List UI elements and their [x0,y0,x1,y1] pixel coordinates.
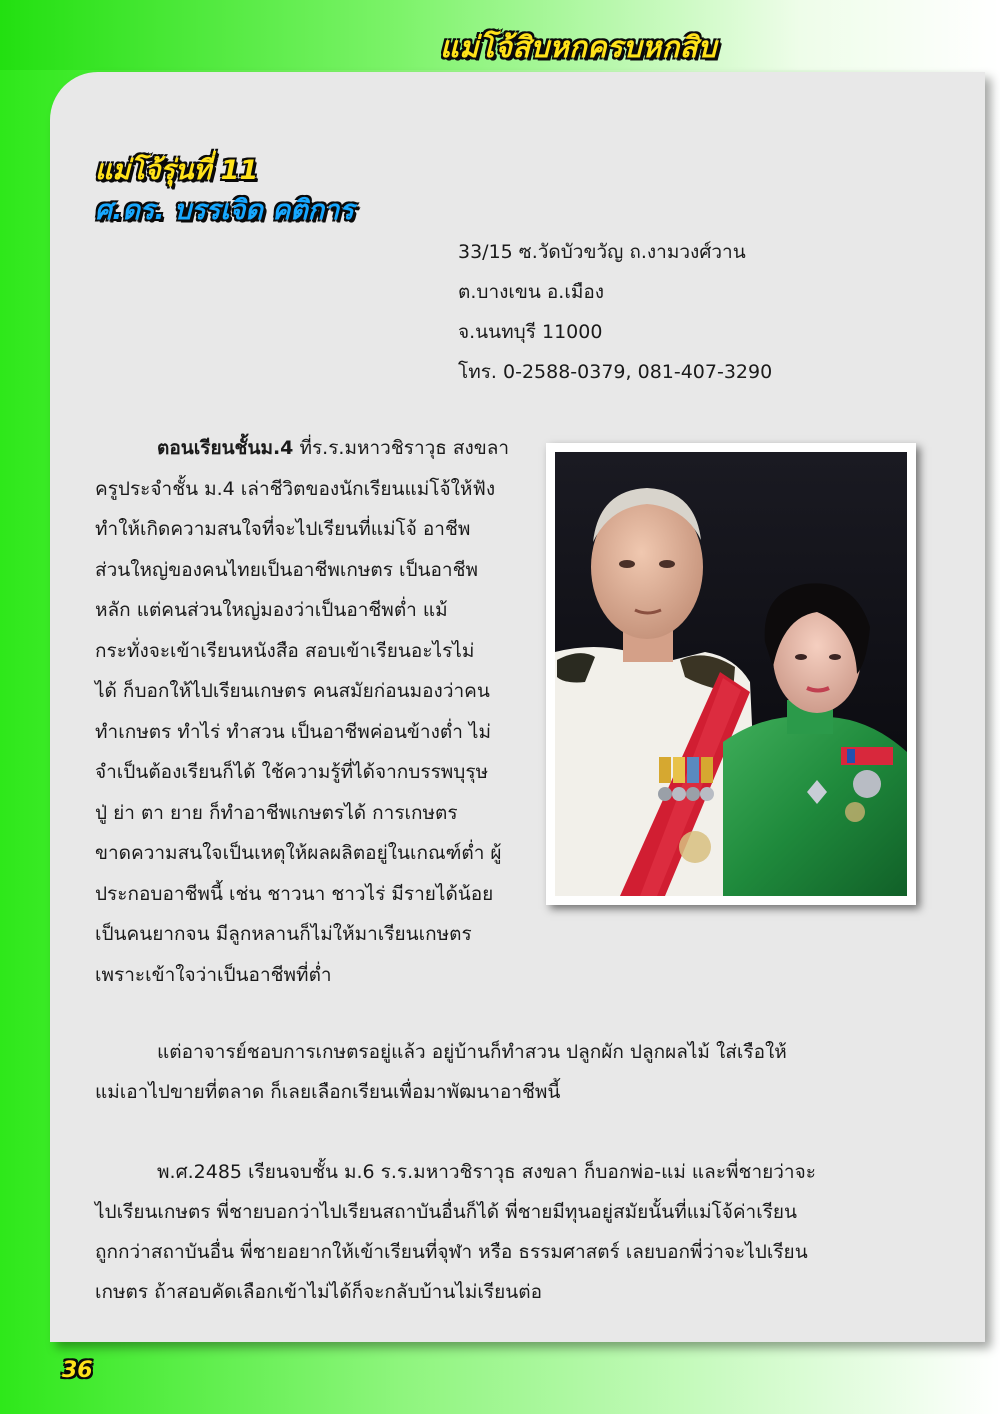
paragraph-line: หลัก แต่คนส่วนใหญ่มองว่าเป็นอาชีพต่ำ แม้ [95,599,448,621]
phone-line: โทร. 0-2588-0379, 081-407-3290 [458,361,773,383]
paragraph-3 [95,1152,895,1312]
paragraph-first-line-rest: ที่ร.ร.มหาวชิราวุธ สงขลา [293,437,510,459]
paragraph-first-line [95,428,530,469]
paragraph-line: ได้ ก็บอกให้ไปเรียนเกษตร คนสมัยก่อนมองว่าคน [95,680,490,702]
bottom-gradient-band [0,1340,1000,1414]
address-line: 33/15 ซ.วัดบัวขวัญ ถ.งามวงศ์วาน [458,241,746,263]
address-line: ต.บางเขน อ.เมือง [458,281,605,303]
paragraph-line: ขาดความสนใจเป็นเหตุให้ผลผลิตอยู่ในเกณฑ์ต่ำ ผู้ [95,842,502,864]
portrait-photo-frame [546,443,916,905]
address-block [458,232,898,392]
page-number: 36 [62,1358,93,1383]
paragraph-line: ทำเกษตร ทำไร่ ทำสวน เป็นอาชีพค่อนข้างต่ำ ไม่ [95,720,491,743]
address-line: จ.นนทบุรี 11000 [458,321,603,343]
paragraph-line: แต่อาจารย์ชอบการเกษตรอยู่แล้ว อยู่บ้านก็ทำสวน ปลูกผัก ปลูกผลไม้ ใส่เรือให้ [157,1041,787,1063]
paragraph-line: พ.ศ.2485 เรียนจบชั้น ม.6 ร.ร.มหาวชิราวุธ สงขลา ก็บอกพ่อ-แม่ และพี่ชายว่าจะ [157,1161,816,1183]
paragraph-line: ส่วนใหญ่ของคนไทยเป็นอาชีพเกษตร เป็นอาชีพ [95,558,479,581]
portrait-illustration [555,452,907,896]
paragraph-line: แม่เอาไปขายที่ตลาด ก็เลยเลือกเรียนเพื่อมาพัฒนาอาชีพนี้ [95,1081,561,1103]
paragraph-lead: ตอนเรียนชั้นม.4 [157,437,294,459]
paragraph-line: ครูประจำชั้น ม.4 เล่าชีวิตของนักเรียนแม่โจ้ให้ฟัง [95,477,496,500]
paragraph-2 [95,1032,895,1112]
person-name: ศ.ดร. บรรเจิด คติการ [95,195,354,226]
paragraph-line: เพราะเข้าใจว่าเป็นอาชีพที่ต่ำ [95,963,332,986]
paragraph-line: ไปเรียนเกษตร พี่ชายบอกว่าไปเรียนสถาบันอื่นก็ได้ พี่ชายมีทุนอยู่สมัยนั้นที่แม่โจ้ค่าเรียน [95,1201,798,1223]
paragraph-line: ปู่ ย่า ตา ยาย ก็ทำอาชีพเกษตรได้ การเกษตร [95,801,458,824]
paragraph-line: ทำให้เกิดความสนใจที่จะไปเรียนที่แม่โจ้ อาชีพ [95,518,471,540]
paragraph-line: กระทั่งจะเข้าเรียนหนังสือ สอบเข้าเรียนอะไรไม่ [95,639,475,662]
column-paragraph [95,428,530,995]
paragraph-line: ถูกกว่าสถาบันอื่น พี่ชายอยากให้เข้าเรียนที่จุฬา หรือ ธรรมศาสตร์ เลยบอกพี่ว่าจะไปเรียน [95,1241,808,1263]
running-header-title: แม่โจ้สิบหกครบหกสิบ [440,30,717,64]
paragraph-line: จำเป็นต้องเรียนก็ได้ ใช้ความรู้ที่ได้จากบรรพบุรุษ [95,761,489,783]
portrait-photo [555,452,907,896]
paragraph-line: เกษตร ถ้าสอบคัดเลือกเข้าไม่ได้ก็จะกลับบ้านไม่เรียนต่อ [95,1281,542,1303]
paragraph-line: ประกอบอาชีพนี้ เช่น ชาวนา ชาวไร่ มีรายได้น้อย [95,882,494,905]
paragraph-line: เป็นคนยากจน มีลูกหลานก็ไม่ให้มาเรียนเกษตร [95,923,472,945]
series-title: แม่โจ้รุ่นที่ 11 [95,155,259,186]
